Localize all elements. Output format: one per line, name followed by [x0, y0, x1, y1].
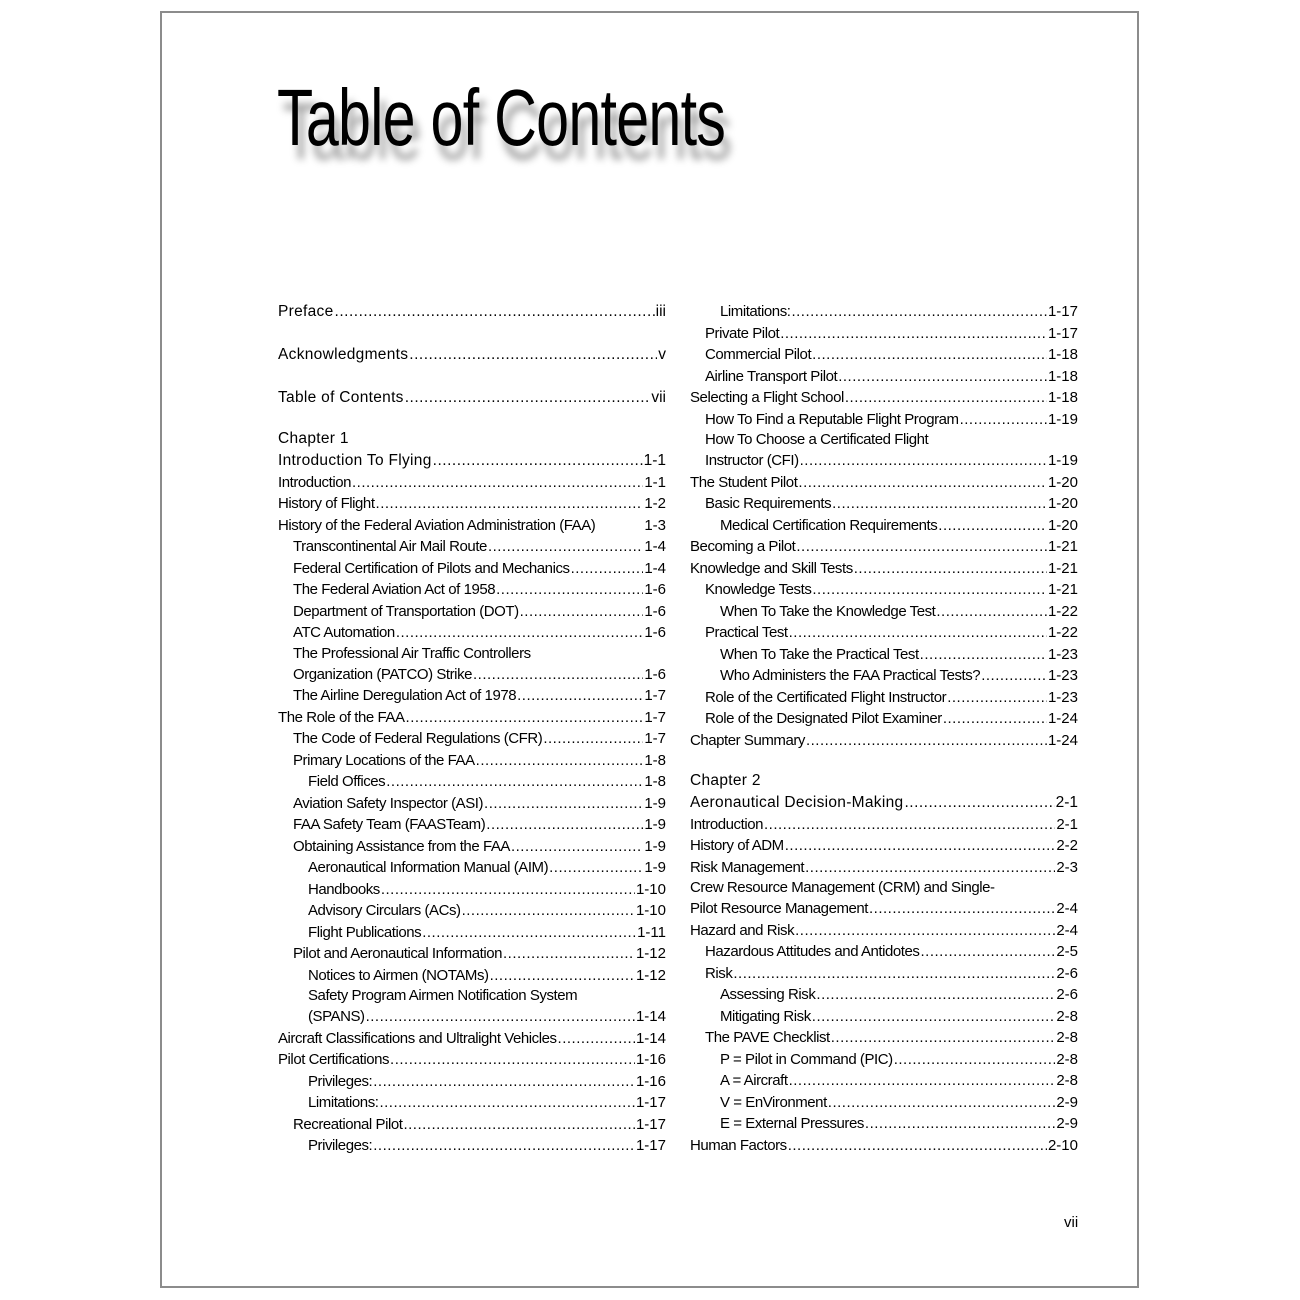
toc-entry-page: 1-4 [644, 538, 666, 555]
toc-entry-title: (SPANS) [308, 1008, 365, 1025]
toc-entry-title: Preface [278, 303, 334, 320]
toc-entry-page: 1-20 [1047, 495, 1078, 512]
toc-entry[interactable] [278, 900, 666, 922]
dot-leader [785, 835, 1056, 857]
toc-entry-title: The Role of the FAA [278, 708, 405, 726]
toc-entry-title: Knowledge Tests [705, 581, 812, 598]
dot-leader [390, 1049, 635, 1071]
toc-entry-title: The Code of Federal Regulations (CFR) [293, 730, 543, 747]
dot-leader [812, 1006, 1056, 1028]
toc-entry-title: Basic Requirements [705, 495, 832, 512]
toc-entry[interactable] [690, 835, 1078, 857]
page-title: Table of Contents [277, 73, 726, 162]
toc-entry-title-line: How To Choose a Certificated Flight [705, 431, 929, 448]
dot-leader [938, 515, 1047, 537]
toc-entry[interactable] [278, 814, 666, 836]
toc-entry-page: v [658, 346, 666, 363]
toc-entry-page: 1-7 [644, 708, 666, 726]
toc-entry-page: 1-18 [1047, 367, 1078, 385]
toc-entry-page: 2-9 [1056, 1115, 1078, 1132]
toc-entry[interactable] [690, 984, 1078, 1006]
dot-leader [381, 879, 635, 901]
dot-leader [764, 814, 1055, 836]
toc-entry-title: Mitigating Risk [720, 1007, 811, 1025]
dot-leader [496, 579, 643, 601]
dot-leader [488, 536, 643, 558]
dot-leader [800, 450, 1047, 472]
toc-entry-title: History of the Federal Aviation Administration (FAA) [278, 516, 596, 534]
toc-entry-page: 1-23 [1047, 688, 1078, 706]
toc-entry-page: 1-9 [644, 859, 666, 876]
toc-entry-page: 1-21 [1047, 581, 1078, 598]
toc-entry[interactable] [690, 920, 1078, 942]
toc-entry[interactable] [278, 707, 666, 729]
toc-entry[interactable] [278, 301, 666, 323]
toc-entry-page: 1-18 [1047, 346, 1078, 363]
toc-entry-title: Aeronautical Decision-Making [690, 793, 904, 811]
toc-entry-page: 1-20 [1047, 516, 1078, 534]
dot-leader [376, 493, 644, 515]
toc-entry[interactable] [690, 579, 1078, 601]
toc-entry-title: Primary Locations of the FAA [293, 751, 475, 769]
toc-entry-title: Flight Publications [308, 923, 422, 941]
toc-entry-title: Aircraft Classifications and Ultralight Vehicles [278, 1029, 557, 1047]
toc-entry[interactable] [690, 963, 1078, 985]
toc-entry[interactable] [690, 558, 1078, 580]
dot-leader [845, 387, 1047, 409]
toc-entry-page: 1-21 [1047, 538, 1078, 555]
toc-entry-title: Organization (PATCO) Strike [293, 665, 473, 683]
dot-leader [409, 344, 657, 366]
toc-entry[interactable] [690, 301, 1078, 323]
toc-entry[interactable] [278, 493, 666, 515]
toc-entry-title: Department of Transportation (DOT) [293, 602, 519, 620]
toc-entry-title: History of ADM [690, 837, 784, 854]
toc-entry[interactable] [690, 366, 1078, 388]
toc-entry[interactable] [278, 601, 666, 623]
toc-entry-title: Human Factors [690, 1136, 787, 1154]
toc-entry-title: Field Offices [308, 773, 386, 790]
toc-entry[interactable] [690, 387, 1078, 409]
toc-entry-page: 1-12 [635, 966, 666, 984]
toc-entry-title: Limitations: [308, 1094, 379, 1111]
dot-leader [832, 493, 1047, 515]
toc-entry-title: FAA Safety Team (FAASTeam) [293, 816, 486, 833]
toc-entry[interactable] [690, 1006, 1078, 1028]
toc-entry-title: Limitations: [720, 303, 791, 320]
toc-entry[interactable] [690, 601, 1078, 623]
toc-entry-title: Hazard and Risk [690, 921, 795, 939]
toc-entry[interactable] [690, 515, 1078, 537]
toc-entry-title: The Airline Deregulation Act of 1978 [293, 687, 517, 704]
toc-entry-page: 1-2 [644, 495, 666, 512]
toc-entry-page: 1-4 [644, 559, 666, 577]
toc-entry-page: 2-3 [1056, 858, 1078, 876]
dot-leader [828, 1092, 1056, 1114]
toc-entry-page: 1-7 [644, 730, 666, 747]
dot-leader [352, 472, 643, 494]
toc-entry[interactable] [278, 1114, 666, 1136]
toc-entry-page: 1-6 [644, 624, 666, 641]
toc-entry-page: 1-6 [644, 602, 666, 620]
toc-entry-page: 1-9 [644, 794, 666, 812]
dot-leader [936, 601, 1047, 623]
toc-entry[interactable] [278, 515, 666, 537]
toc-entry[interactable] [278, 1135, 666, 1157]
toc-entry-page: 2-4 [1056, 900, 1078, 917]
toc-entry-title: Role of the Designated Pilot Examiner [705, 710, 942, 727]
dot-leader [943, 708, 1047, 730]
dot-leader [791, 301, 1047, 323]
toc-entry-title: V = EnVironment [720, 1093, 827, 1111]
toc-entry-page: 1-8 [644, 751, 666, 769]
toc-entry-title: The Student Pilot [690, 473, 798, 491]
toc-entry-page: 1-22 [1047, 602, 1078, 620]
dot-leader [549, 857, 643, 879]
toc-entry[interactable] [278, 344, 666, 366]
toc-entry[interactable] [278, 664, 666, 686]
dot-leader [904, 792, 1054, 814]
toc-entry-title: Practical Test [705, 624, 788, 641]
toc-entry-page: 1-14 [635, 1029, 666, 1047]
toc-entry-page: 1-17 [635, 1115, 666, 1133]
toc-entry-title: The PAVE Checklist [705, 1029, 830, 1046]
toc-entry-page: 1-17 [635, 1137, 666, 1154]
dot-leader [379, 1092, 635, 1114]
toc-entry-page: 1-1 [644, 473, 666, 491]
toc-entry-title: When To Take the Knowledge Test [720, 602, 936, 620]
dot-leader [960, 409, 1047, 431]
dot-leader [486, 814, 643, 836]
toc-entry-page: iii [655, 303, 666, 320]
toc-entry-title: History of Flight [278, 495, 375, 512]
toc-entry-page: 2-2 [1056, 837, 1078, 854]
dot-leader [511, 836, 643, 858]
dot-leader [373, 1071, 635, 1093]
dot-leader [796, 536, 1047, 558]
toc-entry-title: Assessing Risk [720, 986, 816, 1003]
toc-entry[interactable] [690, 941, 1078, 963]
toc-entry-title-line: The Professional Air Traffic Controllers [293, 644, 531, 662]
dot-leader [795, 920, 1055, 942]
toc-entry-page: 1-7 [644, 687, 666, 704]
toc-entry-page: 1-23 [1047, 667, 1078, 684]
toc-entry-title: Acknowledgments [278, 346, 409, 363]
toc-entry[interactable] [690, 687, 1078, 709]
toc-entry[interactable] [690, 1027, 1078, 1049]
toc-entry-title: Becoming a Pilot [690, 538, 796, 555]
dot-leader [733, 963, 1055, 985]
dot-leader [503, 943, 635, 965]
dot-leader [476, 750, 644, 772]
toc-entry[interactable] [278, 728, 666, 750]
toc-entry[interactable] [278, 922, 666, 944]
toc-entry-page: 1-16 [635, 1051, 666, 1068]
toc-entry-page: 2-1 [1055, 793, 1078, 811]
dot-leader [473, 664, 643, 686]
toc-entry[interactable] [278, 1049, 666, 1071]
toc-entry-title: Pilot Resource Management [690, 900, 869, 917]
toc-entry[interactable] [278, 1028, 666, 1050]
dot-leader [869, 898, 1055, 920]
toc-entry-page: 1-24 [1047, 731, 1078, 749]
toc-entry-title: Risk [705, 964, 733, 982]
toc-entry-page: 1-24 [1047, 710, 1078, 727]
dot-leader [854, 558, 1047, 580]
dot-leader [812, 344, 1047, 366]
toc-entry-title: Selecting a Flight School [690, 389, 844, 406]
dot-leader [805, 857, 1055, 879]
toc-entry-page: 2-6 [1056, 964, 1078, 982]
toc-entry[interactable] [690, 792, 1078, 814]
toc-entry-title: P = Pilot in Command (PIC) [720, 1050, 893, 1068]
toc-entry-page: 1-16 [635, 1072, 666, 1090]
toc-entry-title: Pilot Certifications [278, 1051, 390, 1068]
dot-leader [806, 730, 1047, 752]
toc-entry[interactable] [690, 622, 1078, 644]
toc-entry-page: 1-23 [1047, 645, 1078, 663]
toc-entry-page: 2-5 [1056, 943, 1078, 960]
toc-entry-title: Introduction To Flying [278, 451, 432, 469]
toc-entry-title: Pilot and Aeronautical Information [293, 945, 503, 962]
toc-entry[interactable] [278, 579, 666, 601]
toc-entry-page: 2-8 [1056, 1029, 1078, 1046]
dot-leader [396, 622, 644, 644]
toc-entry[interactable] [278, 622, 666, 644]
toc-entry[interactable] [690, 536, 1078, 558]
toc-entry-title: Privileges: [308, 1137, 373, 1154]
toc-entry-page: 1-9 [644, 816, 666, 833]
toc-entry-page: 1-17 [635, 1094, 666, 1111]
dot-leader [484, 793, 643, 815]
toc-entry-title: Table of Contents [278, 389, 404, 406]
toc-entry[interactable] [278, 965, 666, 987]
toc-entry-title: Aviation Safety Inspector (ASI) [293, 794, 484, 812]
dot-leader [571, 558, 644, 580]
toc-entry-title: Obtaining Assistance from the FAA [293, 837, 510, 855]
toc-entry-title: ATC Automation [293, 624, 395, 641]
toc-entry[interactable] [278, 536, 666, 558]
toc-entry[interactable] [690, 730, 1078, 752]
toc-entry-page: 1-3 [644, 516, 666, 534]
toc-entry[interactable] [690, 857, 1078, 879]
toc-entry-page: 1-21 [1047, 559, 1078, 577]
toc-entry-page: 1-8 [644, 773, 666, 790]
dot-leader [405, 387, 651, 409]
toc-entry-title: Introduction [278, 473, 351, 491]
toc-entry-title: Chapter Summary [690, 731, 805, 749]
toc-entry-title: Advisory Circulars (ACs) [308, 902, 461, 919]
dot-leader [789, 1070, 1056, 1092]
toc-entry-page: 2-9 [1056, 1093, 1078, 1111]
toc-entry-title: E = External Pressures [720, 1115, 864, 1132]
dot-leader [517, 685, 643, 707]
toc-entry[interactable] [690, 1092, 1078, 1114]
toc-left-column [278, 301, 666, 1157]
dot-leader [422, 922, 636, 944]
toc-entry-title: Introduction [690, 815, 763, 833]
toc-entry[interactable] [278, 1071, 666, 1093]
toc-entry[interactable] [278, 793, 666, 815]
toc-entry-page: 2-8 [1056, 1050, 1078, 1068]
toc-entry-page: 2-8 [1056, 1007, 1078, 1025]
dot-leader [373, 1135, 635, 1157]
toc-entry-title: Instructor (CFI) [705, 452, 799, 469]
toc-entry[interactable] [690, 409, 1078, 431]
toc-entry-page: vii [651, 389, 666, 406]
toc-entry-title: Medical Certification Requirements [720, 516, 938, 534]
dot-leader [812, 579, 1047, 601]
toc-entry-title: A = Aircraft [720, 1072, 788, 1089]
toc-entry[interactable] [690, 344, 1078, 366]
toc-entry-title: Privileges: [308, 1072, 373, 1090]
dot-leader [920, 644, 1047, 666]
toc-entry-title: How To Find a Reputable Flight Program [705, 410, 959, 428]
toc-entry-page: 1-1 [643, 451, 666, 469]
toc-entry[interactable] [690, 1070, 1078, 1092]
toc-entry[interactable] [278, 472, 666, 494]
toc-entry[interactable] [278, 750, 666, 772]
toc-entry[interactable] [278, 558, 666, 580]
dot-leader [894, 1049, 1056, 1071]
toc-entry-page: 1-10 [635, 902, 666, 919]
toc-entry-page: 1-9 [644, 837, 666, 855]
toc-entry-title: Commercial Pilot [705, 346, 812, 363]
toc-entry-page: 1-6 [644, 581, 666, 598]
toc-entry-page: 1-19 [1047, 410, 1078, 428]
toc-entry-title: Federal Certification of Pilots and Mechanics [293, 559, 570, 577]
toc-entry[interactable] [278, 685, 666, 707]
toc-entry-title: Transcontinental Air Mail Route [293, 538, 487, 555]
dot-leader [558, 1028, 635, 1050]
toc-entry[interactable] [690, 644, 1078, 666]
toc-entry[interactable] [690, 1113, 1078, 1135]
dot-leader [543, 728, 643, 750]
toc-entry[interactable] [690, 814, 1078, 836]
toc-entry[interactable] [690, 472, 1078, 494]
dot-leader [798, 472, 1047, 494]
toc-entry[interactable] [278, 450, 666, 472]
toc-entry-title: Handbooks [308, 880, 380, 898]
dot-leader [920, 941, 1055, 963]
dot-leader [816, 984, 1055, 1006]
dot-leader [838, 366, 1047, 388]
toc-entry-page: 2-8 [1056, 1072, 1078, 1089]
toc-entry[interactable] [278, 857, 666, 879]
toc-entry-page: 1-19 [1047, 452, 1078, 469]
toc-entry-page: 2-1 [1056, 815, 1078, 833]
toc-entry-title: Hazardous Attitudes and Antidotes [705, 943, 920, 960]
dot-leader [386, 771, 643, 793]
toc-entry[interactable] [278, 879, 666, 901]
toc-entry-title: When To Take the Practical Test [720, 645, 919, 663]
dot-leader [335, 301, 655, 323]
toc-entry[interactable] [690, 665, 1078, 687]
toc-entry[interactable] [690, 323, 1078, 345]
toc-entry[interactable] [690, 1135, 1078, 1157]
toc-entry-page: 1-14 [635, 1008, 666, 1025]
toc-entry[interactable] [278, 771, 666, 793]
toc-entry-page: 1-17 [1047, 324, 1078, 342]
toc-entry-title: Aeronautical Information Manual (AIM) [308, 859, 549, 876]
toc-entry[interactable] [278, 387, 666, 409]
toc-entry-page: 1-18 [1047, 389, 1078, 406]
toc-entry-title: Private Pilot [705, 324, 780, 342]
dot-leader [462, 900, 635, 922]
toc-entry-page: 1-11 [637, 923, 666, 941]
toc-entry-page: 1-22 [1047, 624, 1078, 641]
toc-entry-title: Knowledge and Skill Tests [690, 559, 853, 577]
dot-leader [366, 1006, 635, 1028]
toc-entry-page: 2-4 [1056, 921, 1078, 939]
dot-leader [789, 622, 1047, 644]
dot-leader [780, 323, 1047, 345]
toc-entry-title: Recreational Pilot [293, 1115, 403, 1133]
toc-right-column [690, 301, 1078, 1156]
toc-entry[interactable] [690, 493, 1078, 515]
toc-entry[interactable] [690, 450, 1078, 472]
toc-entry[interactable] [690, 1049, 1078, 1071]
toc-entry-page: 1-20 [1047, 473, 1078, 491]
dot-leader [490, 965, 635, 987]
chapter-heading: Chapter 1 [278, 430, 349, 447]
toc-entry[interactable] [278, 836, 666, 858]
chapter-heading: Chapter 2 [690, 772, 761, 789]
toc-entry-page: 1-17 [1047, 303, 1078, 320]
toc-entry-title: The Federal Aviation Act of 1958 [293, 581, 496, 598]
toc-entry-page: 1-6 [644, 665, 666, 683]
toc-entry-title: Airline Transport Pilot [705, 367, 838, 385]
toc-entry-title-line: Safety Program Airmen Notification System [308, 987, 578, 1004]
page-number: vii [1064, 1214, 1079, 1231]
dot-leader [788, 1135, 1047, 1157]
toc-entry-page: 1-10 [635, 880, 666, 898]
toc-entry[interactable] [690, 898, 1078, 920]
dot-leader [831, 1027, 1056, 1049]
toc-entry-page: 1-12 [635, 945, 666, 962]
toc-entry[interactable] [278, 1006, 666, 1028]
dot-leader [406, 707, 644, 729]
toc-entry[interactable] [278, 943, 666, 965]
dot-leader [403, 1114, 635, 1136]
toc-entry-page: 2-10 [1047, 1136, 1078, 1154]
toc-entry-title: Who Administers the FAA Practical Tests? [720, 667, 981, 684]
toc-entry-title: Risk Management [690, 858, 805, 876]
dot-leader [865, 1113, 1055, 1135]
dot-leader [947, 687, 1047, 709]
dot-leader [520, 601, 644, 623]
dot-leader [981, 665, 1047, 687]
toc-entry-page: 2-6 [1056, 986, 1078, 1003]
toc-entry[interactable] [278, 1092, 666, 1114]
dot-leader [433, 450, 643, 472]
toc-entry-title: Role of the Certificated Flight Instructor [705, 688, 947, 706]
toc-entry[interactable] [690, 708, 1078, 730]
toc-entry-title: Notices to Airmen (NOTAMs) [308, 966, 489, 984]
toc-entry-title-line: Crew Resource Management (CRM) and Single- [690, 879, 995, 896]
